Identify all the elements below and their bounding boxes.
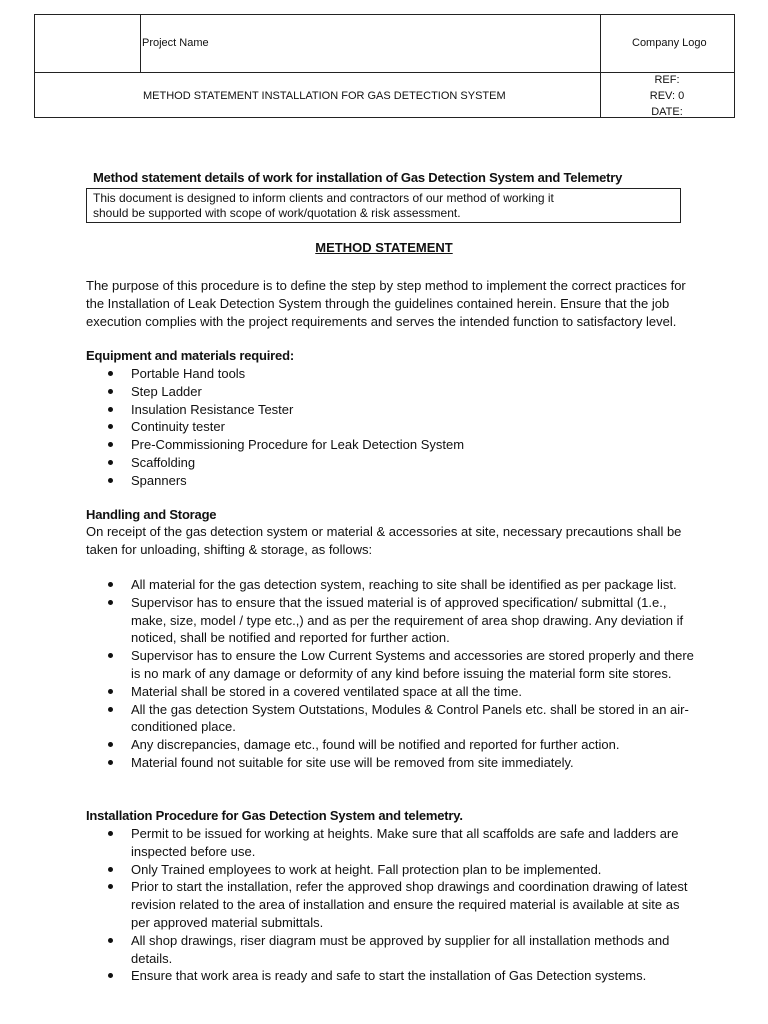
installation-heading: Installation Procedure for Gas Detection System and telemetry. — [86, 808, 463, 823]
header-divider — [140, 15, 141, 72]
list-item: Step Ladder — [86, 383, 696, 401]
intro-heading: Method statement details of work for installation of Gas Detection System and Telemetry — [93, 170, 623, 185]
project-name: Project Name — [142, 37, 209, 49]
list-item-line: Only Trained employees to work at height. Fall protection plan to be implemented. — [131, 861, 602, 877]
method-statement-title: METHOD STATEMENT — [315, 240, 453, 255]
intro-box-line: should be supported with scope of work/quotation & risk assessment. — [93, 206, 461, 220]
header-divider — [600, 15, 601, 117]
list-item-line: revision related to the area of installation and ensure the required material is available at site as — [131, 897, 680, 913]
list-item-line: All material for the gas detection system, reaching to site shall be identified as per package list. — [131, 577, 677, 592]
purpose-line: execution complies with the project requirements and serves the intended function to satisfactory level. — [86, 314, 677, 329]
list-item: Scaffolding — [86, 454, 696, 472]
list-item-line: Any discrepancies, damage etc., found will be notified and reported for further action. — [131, 737, 620, 753]
list-item: Portable Hand tools — [86, 365, 696, 383]
list-item-line: All the gas detection System Outstations, Modules & Control Panels etc. shall be stored in an air- — [131, 701, 689, 717]
intro-box-line: This document is designed to inform clients and contractors of our method of working it — [93, 191, 554, 205]
list-item-line: Supervisor has to ensure that the issued material is of approved specification/ submittal (1.e., — [131, 594, 667, 610]
list-item: Continuity tester — [86, 418, 696, 436]
ref-block — [602, 72, 732, 120]
list-item-line: Permit to be issued for working at heights. Make sure that all scaffolds are safe and ladders are — [131, 826, 679, 841]
date-label: DATE: — [651, 106, 683, 118]
list-item-line: per approved material submittals. — [131, 914, 324, 930]
list-item — [86, 647, 696, 683]
handling-intro-line: taken for unloading, shifting & storage, as follows: — [86, 542, 373, 557]
list-item-line: inspected before use. — [131, 843, 256, 859]
list-item-line: Material found not suitable for site use will be removed from site immediately. — [131, 754, 574, 770]
purpose-paragraph — [86, 277, 696, 331]
list-item — [86, 701, 696, 737]
header-table — [34, 14, 735, 118]
list-item — [86, 825, 696, 861]
list-item — [86, 736, 696, 754]
list-item: Insulation Resistance Tester — [86, 401, 696, 419]
handling-intro — [86, 523, 696, 559]
list-item-line: Ensure that work area is ready and safe to start the installation of Gas Detection systems. — [131, 968, 647, 984]
intro-box — [86, 188, 681, 223]
installation-list — [86, 825, 696, 985]
list-item-line: Supervisor has to ensure the Low Current Systems and accessories are stored properly and there — [131, 648, 694, 664]
list-item — [86, 878, 696, 931]
company-logo: Company Logo — [632, 37, 707, 49]
list-item-line: details. — [131, 950, 173, 966]
list-item — [86, 932, 696, 968]
purpose-line: The purpose of this procedure is to define the step by step method to implement the correct practices for — [86, 278, 686, 293]
ref-label: REF: — [654, 74, 680, 86]
list-item-line: make, size, model / type etc.,) and as per the requirement of area shop drawing. Any deviation if — [131, 612, 684, 628]
equipment-list — [86, 365, 696, 490]
list-item — [86, 754, 696, 772]
list-item-line: Material shall be stored in a covered ventilated space at all the time. — [131, 683, 522, 699]
list-item — [86, 576, 696, 594]
list-item-line: conditioned place. — [131, 719, 236, 735]
list-item: Pre-Commissioning Procedure for Leak Detection System — [86, 436, 696, 454]
handling-heading: Handling and Storage — [86, 507, 217, 522]
list-item — [86, 967, 696, 985]
document-title: METHOD STATEMENT INSTALLATION FOR GAS DETECTION SYSTEM — [143, 90, 506, 102]
handling-list — [86, 576, 696, 772]
purpose-line: the Installation of Leak Detection System through the guidelines contained herein. Ensure that the job — [86, 296, 670, 311]
list-item-line: Prior to start the installation, refer the approved shop drawings and coordination drawing of latest — [131, 879, 688, 895]
list-item-line: noticed, shall be notified and reported for further action. — [131, 630, 450, 646]
handling-intro-line: On receipt of the gas detection system or material & accessories at site, necessary precautions shall be — [86, 524, 682, 539]
list-item — [86, 861, 696, 879]
list-item: Spanners — [86, 472, 696, 490]
list-item — [86, 594, 696, 647]
list-item-line: All shop drawings, riser diagram must be approved by supplier for all installation methods and — [131, 932, 670, 948]
rev-label: REV: 0 — [649, 90, 685, 102]
list-item — [86, 683, 696, 701]
list-item-line: is no mark of any damage or deformity of any kind before issuing the material form site stores. — [131, 665, 672, 681]
equipment-heading: Equipment and materials required: — [86, 348, 294, 363]
